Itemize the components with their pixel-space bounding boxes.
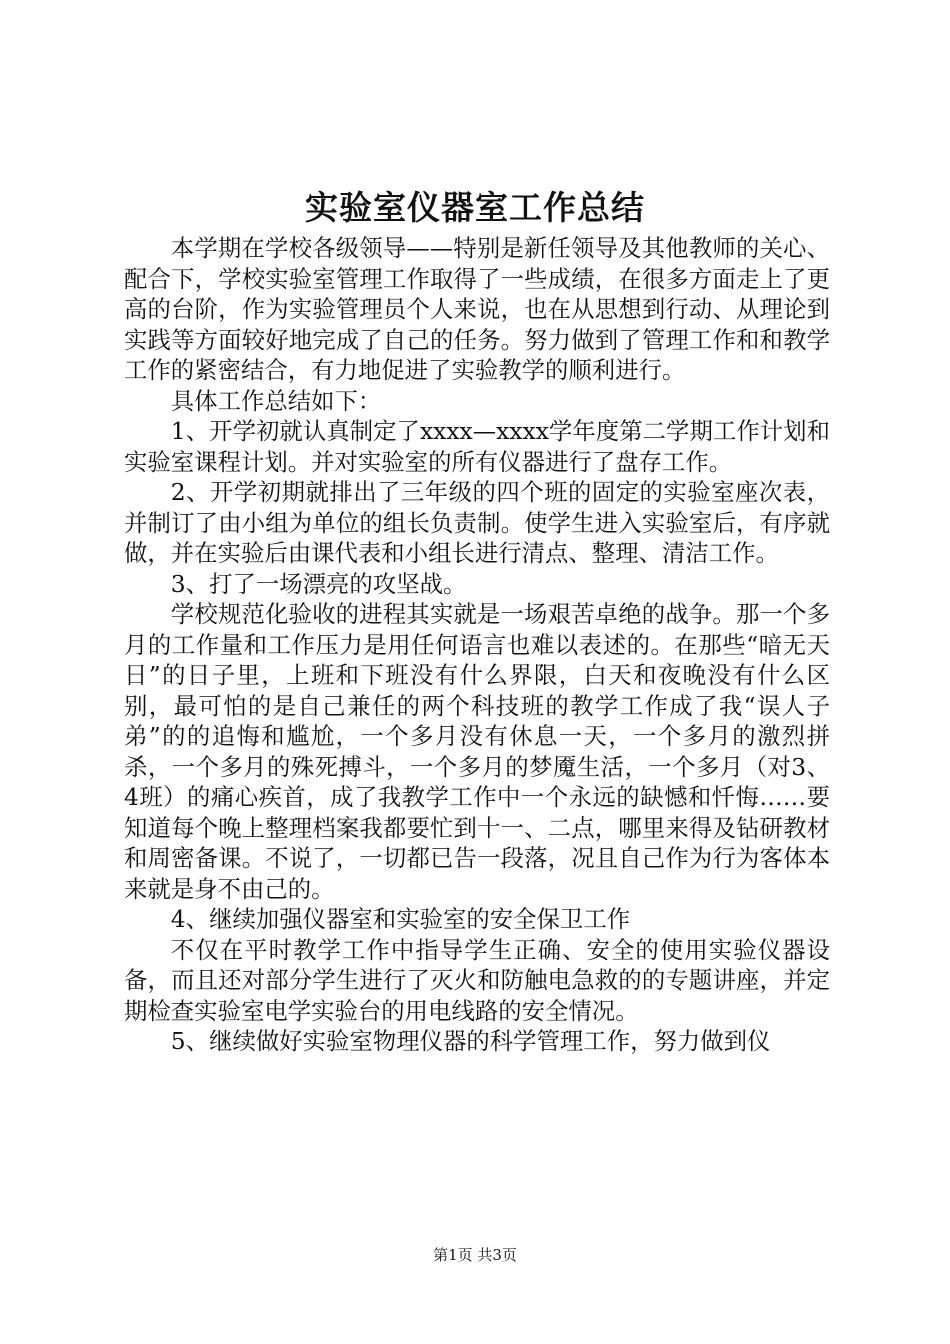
paragraph: 5、继续做好实验室物理仪器的科学管理工作，努力做到仪: [170, 1027, 771, 1055]
paragraph: 学校规范化验收的进程其实就是一场艰苦卓绝的战争。那一个多月的工作量和工作压力是用任何语言也难以表述的。在那些“暗无天日”的日子里，上班和下班没有什么界限，白天和夜晚没有什么区别，最可怕的是自己兼任的两个科技班的教学工作成了我“误人子弟”的的追悔和尴尬，一个多月没有休息一天，一个多月的激烈拼杀，一个多月的殊死搏斗，一个多月的梦魇生活，一个多月（对3、4班）的痛心疾首，成了我教学工作中一个永远的缺憾和忏悔……要知道每个晚上整理档案我都要忙到十一、二点，哪里来得及钻研教材和周密备课。不说了，一切都已告一段落，况且自己作为行为客体本来就是身不由己的。: [124, 600, 830, 903]
paragraph: 2、开学初期就排出了三年级的四个班的固定的实验室座次表，并制订了由小组为单位的组长负责制。使学生进入实验室后，有序就做，并在实验后由课代表和小组长进行清点、整理、清洁工作。: [124, 478, 830, 567]
paragraph: 不仅在平时教学工作中指导学生正确、安全的使用实验仪器设备，而且还对部分学生进行了灭火和防触电急救的的专题讲座，并定期检查实验室电学实验台的用电线路的安全情况。: [124, 935, 830, 1025]
document-title: 实验室仪器室工作总结: [305, 188, 645, 227]
paragraph: 本学期在学校各级领导——特别是新任领导及其他教师的关心、配合下，学校实验室管理工作取得了一些成绩，在很多方面走上了更高的台阶，作为实验管理员个人来说，也在从思想到行动、从理论到实践等方面较好地完成了自己的任务。努力做到了管理工作和和教学工作的紧密结合，有力地促进了实验教学的顺利进行。: [124, 234, 830, 384]
document-body: [124, 233, 830, 1057]
paragraph: 1、开学初就认真制定了xxxx—xxxx学年度第二学期工作计划和实验室课程计划。并对实验室的所有仪器进行了盘存工作。: [124, 417, 830, 476]
page-number-footer: 第1页 共3页: [433, 1246, 517, 1264]
paragraph: 具体工作总结如下：: [170, 386, 382, 415]
paragraph: 3、打了一场漂亮的攻坚战。: [170, 569, 467, 598]
paragraph: 4、继续加强仪器室和实验室的安全保卫工作: [170, 905, 631, 933]
